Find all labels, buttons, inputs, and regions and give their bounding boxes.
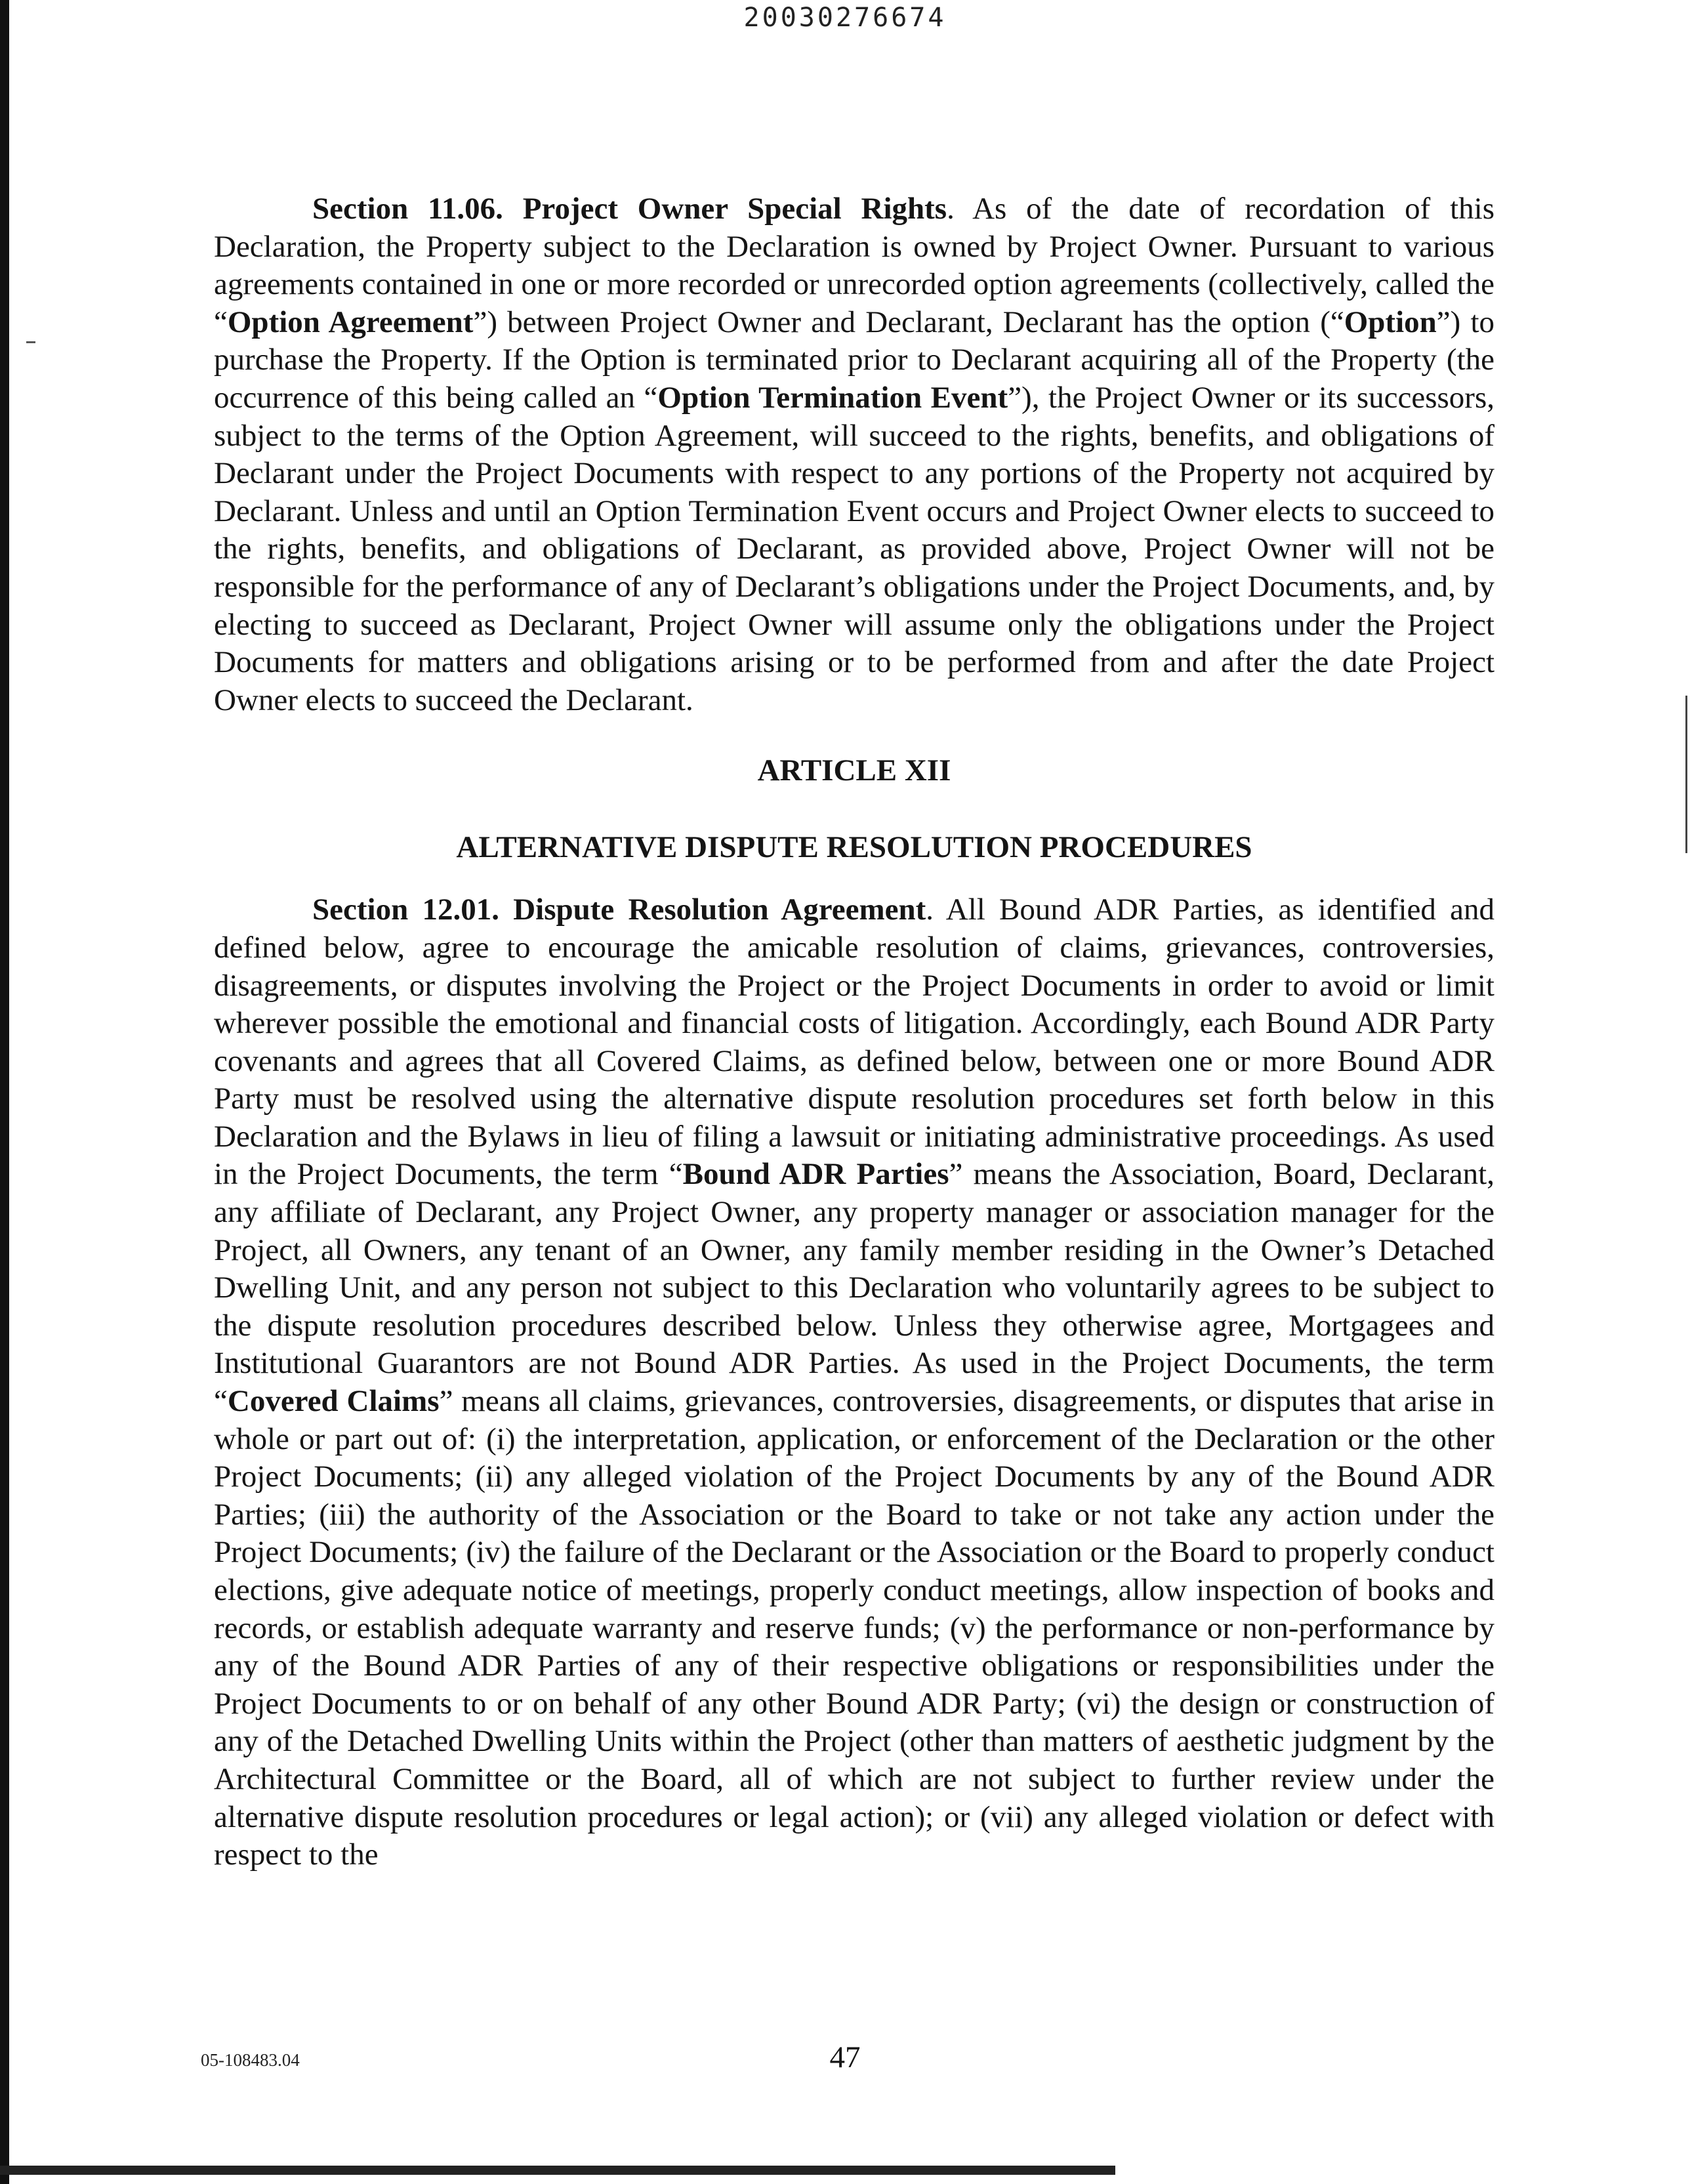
scan-edge-left: [0, 0, 9, 2184]
paragraph-text: ”) to purchase the Property. If the Option is terminated prior to Declarant acquiring all of the Property (the occurrence of this being called an “: [214, 304, 1495, 415]
scan-edge-bottom: [0, 2166, 1115, 2175]
article-title: ALTERNATIVE DISPUTE RESOLUTION PROCEDURES: [456, 830, 1252, 865]
paragraph-text: ”) between Project Owner and Declarant, Declarant has the option (“: [473, 304, 1344, 339]
paragraph-text: ”), the Project Owner or its successors, subject to the terms of the Option Agreement, will succeed to the rights, benefits, and obligations of Declarant under the Project Documents with respect to any portions of the Property not acquired by Declarant. Unless and until an Option Termination Event occurs and Project Owner elects to succeed to the rights, benefits, and obligations of Declarant, as provided above, Project Owner will not be responsible for the performance of any of Declarant’s obligations under the Project Documents, and, by electing to succeed as Declarant, Project Owner will assume only the obligations under the Project Documents for matters and obligations arising or to be performed from and after the date Project Owner elects to succeed the Declarant.: [214, 380, 1494, 717]
paragraph-text: ” means the Association, Board, Declarant, any affiliate of Declarant, any Project Owner, any property manager or association manager for the Project, all Owners, any tenant of an Owner, any family member residing in the Owner’s Detached Dwelling Unit, and any person not subject to this Declaration who voluntarily agrees to be subject to the dispute resolution procedures described below. Unless they otherwise agree, Mortgagees and Institutional Guarantors are not Bound ADR Parties. As used in the Project Documents, the term “: [214, 1157, 1494, 1419]
section-11-06-paragraph: [214, 190, 1494, 719]
scan-edge-right: [1685, 696, 1687, 853]
paragraph-text: . All Bound ADR Parties, as identified and defined below, agree to encourage the amicable resolution of claims, grievances, controversies, disagreements, or disputes involving the Project or the Project Documents in order to avoid or limit wherever possible the emotional and financial costs of litigation. Accordingly, each Bound ADR Party covenants and agrees that all Covered Claims, as defined below, between one or more Bound ADR Party must be resolved using the alternative dispute resolution procedures set forth below in this Declaration and the Bylaws in lieu of filing a lawsuit or initiating administrative proceedings. As used in the Project Documents, the term “: [214, 892, 1494, 1192]
defined-term-covered-claims: Covered Claims: [227, 1384, 440, 1419]
article-number: ARTICLE XII: [757, 753, 951, 788]
defined-term-bound-adr-parties: Bound ADR Parties: [682, 1157, 949, 1192]
section-12-01-title: Section 12.01. Dispute Resolution Agreement: [312, 892, 926, 927]
defined-term-option-agreement: Option Agreement: [227, 304, 474, 339]
page-body: [214, 190, 1494, 1874]
section-12-01-paragraph: [214, 891, 1494, 1874]
paragraph-text: . As of the date of recordation of this Declaration, the Property subject to the Declaration is owned by Project Owner. Pursuant to various agreements contained in one or more recorded or unrecorded option agreements (collectively, called the “: [214, 192, 1495, 339]
document-number: 20030276674: [743, 3, 947, 33]
scan-artifact: [26, 341, 35, 343]
defined-term-option: Option: [1344, 304, 1437, 339]
footer-document-id: 05-108483.04: [201, 2050, 300, 2070]
paragraph-text: ” means all claims, grievances, controversies, disagreements, or disputes that arise in whole or part out of: (i) the interpretation, application, or enforcement of the Declaration or the other Project Documents; (ii) any alleged violation of the Project Documents by any of the Bound ADR Parties; (iii) the authority of the Association or the Board to take or not take any action under the Project Documents; (iv) the failure of the Declarant or the Association or the Board to properly conduct elections, give adequate notice of meetings, properly conduct meetings, allow inspection of books and records, or establish adequate warranty and reserve funds; (v) the performance or non-performance by any of the Bound ADR Parties of any of their respective obligations or responsibilities under the Project Documents to or on behalf of any other Bound ADR Party; (vi) the design or construction of any of the Detached Dwelling Units within the Project (other than matters of aesthetic judgment by the Architectural Committee or the Board, all of which are not subject to further review under the alternative dispute resolution procedures or legal action); or (vii) any alleged violation or defect with respect to the: [214, 1384, 1494, 1872]
section-11-06-title: Section 11.06. Project Owner Special Rights: [312, 192, 947, 226]
page-number: 47: [829, 2040, 861, 2074]
defined-term-option-termination-event: Option Termination Event: [657, 380, 1008, 415]
